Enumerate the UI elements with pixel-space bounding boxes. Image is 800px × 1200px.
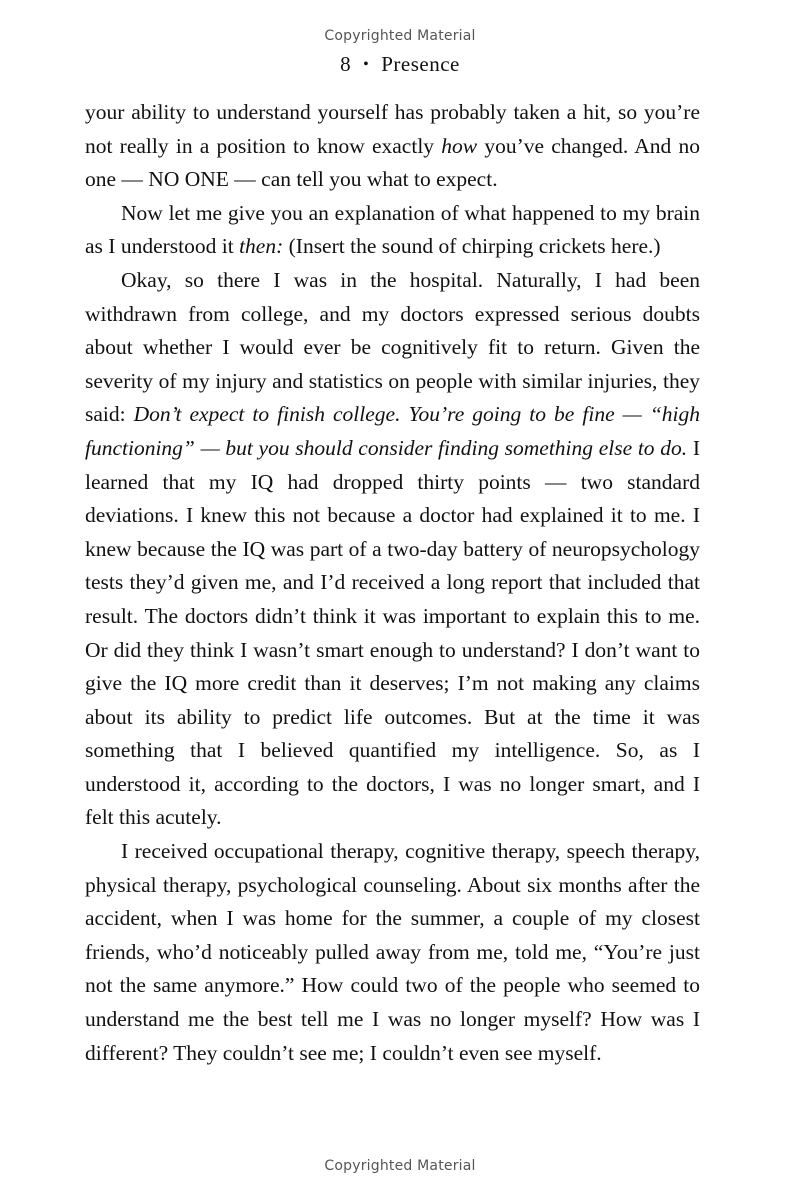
page-number: 8 (340, 52, 352, 76)
paragraph-1-text-b: you’ve changed. And no one — NO ONE — can tell you what to expect. (85, 133, 701, 192)
paragraph-4-text: I received occupational therapy, cognitive therapy, speech therapy, physical therapy, psychological counseling. About six months after the accident, when I was home for the summer, a couple of my closest friends, who’d noticeably pulled away from me, told me, “You’re just not the same anymore.” How could two of the people who seemed to understand me the best tell me I was no longer myself? How was I different? They couldn’t see me; I couldn’t even see myself. (85, 839, 700, 1065)
paragraph-3 (85, 264, 700, 835)
paragraph-2-text-b: (Insert the sound of chirping crickets here.) (283, 234, 661, 259)
paragraph-3-text-b: I learned that my IQ had dropped thirty points — two standard deviations. I knew this not because a doctor had explained it to me. I knew because the IQ was part of a two-day battery of neuropsychology tests they’d given me, and I’d received a long report that included that result. The doctors didn’t think it was important to explain this to me. Or did they think I wasn’t smart enough to understand? I don’t want to give the IQ more credit than it deserves; I’m not making any claims about its ability to predict life outcomes. But at the time it was something that I believed quantified my intelligence. So, as I understood it, according to the doctors, I was no longer smart, and I felt this acutely. (85, 435, 700, 830)
running-head (0, 52, 800, 77)
paragraph-2 (85, 197, 700, 264)
paragraph-1-text-a: your ability to understand yourself has probably taken a hit, so you’re not really in a position to know exactly (85, 100, 700, 158)
paragraph-4 (85, 835, 700, 1070)
paragraph-3-emphasis: Don’t expect to finish college. You’re going to be fine — “high functioning” — but you should consider finding something else to do. (85, 402, 700, 460)
page-body (85, 96, 700, 1070)
running-title: Presence (381, 52, 460, 76)
paragraph-3-text-a: Okay, so there I was in the hospital. Naturally, I had been withdrawn from college, and my doctors expressed serious doubts about whether I would ever be cognitively fit to return. Given the severity of my injury and statistics on people with similar injuries, they said: (85, 267, 700, 427)
paragraph-1 (85, 96, 700, 197)
paragraph-2-text-a: Now let me give you an explanation of what happened to my brain as I understood it (85, 200, 700, 259)
copyright-watermark-top: Copyrighted Material (324, 28, 476, 44)
copyright-watermark-bottom: Copyrighted Material (324, 1158, 476, 1174)
paragraph-2-emphasis: then: (239, 234, 284, 259)
paragraph-1-emphasis: how (441, 133, 478, 158)
bullet-separator: • (363, 56, 370, 73)
